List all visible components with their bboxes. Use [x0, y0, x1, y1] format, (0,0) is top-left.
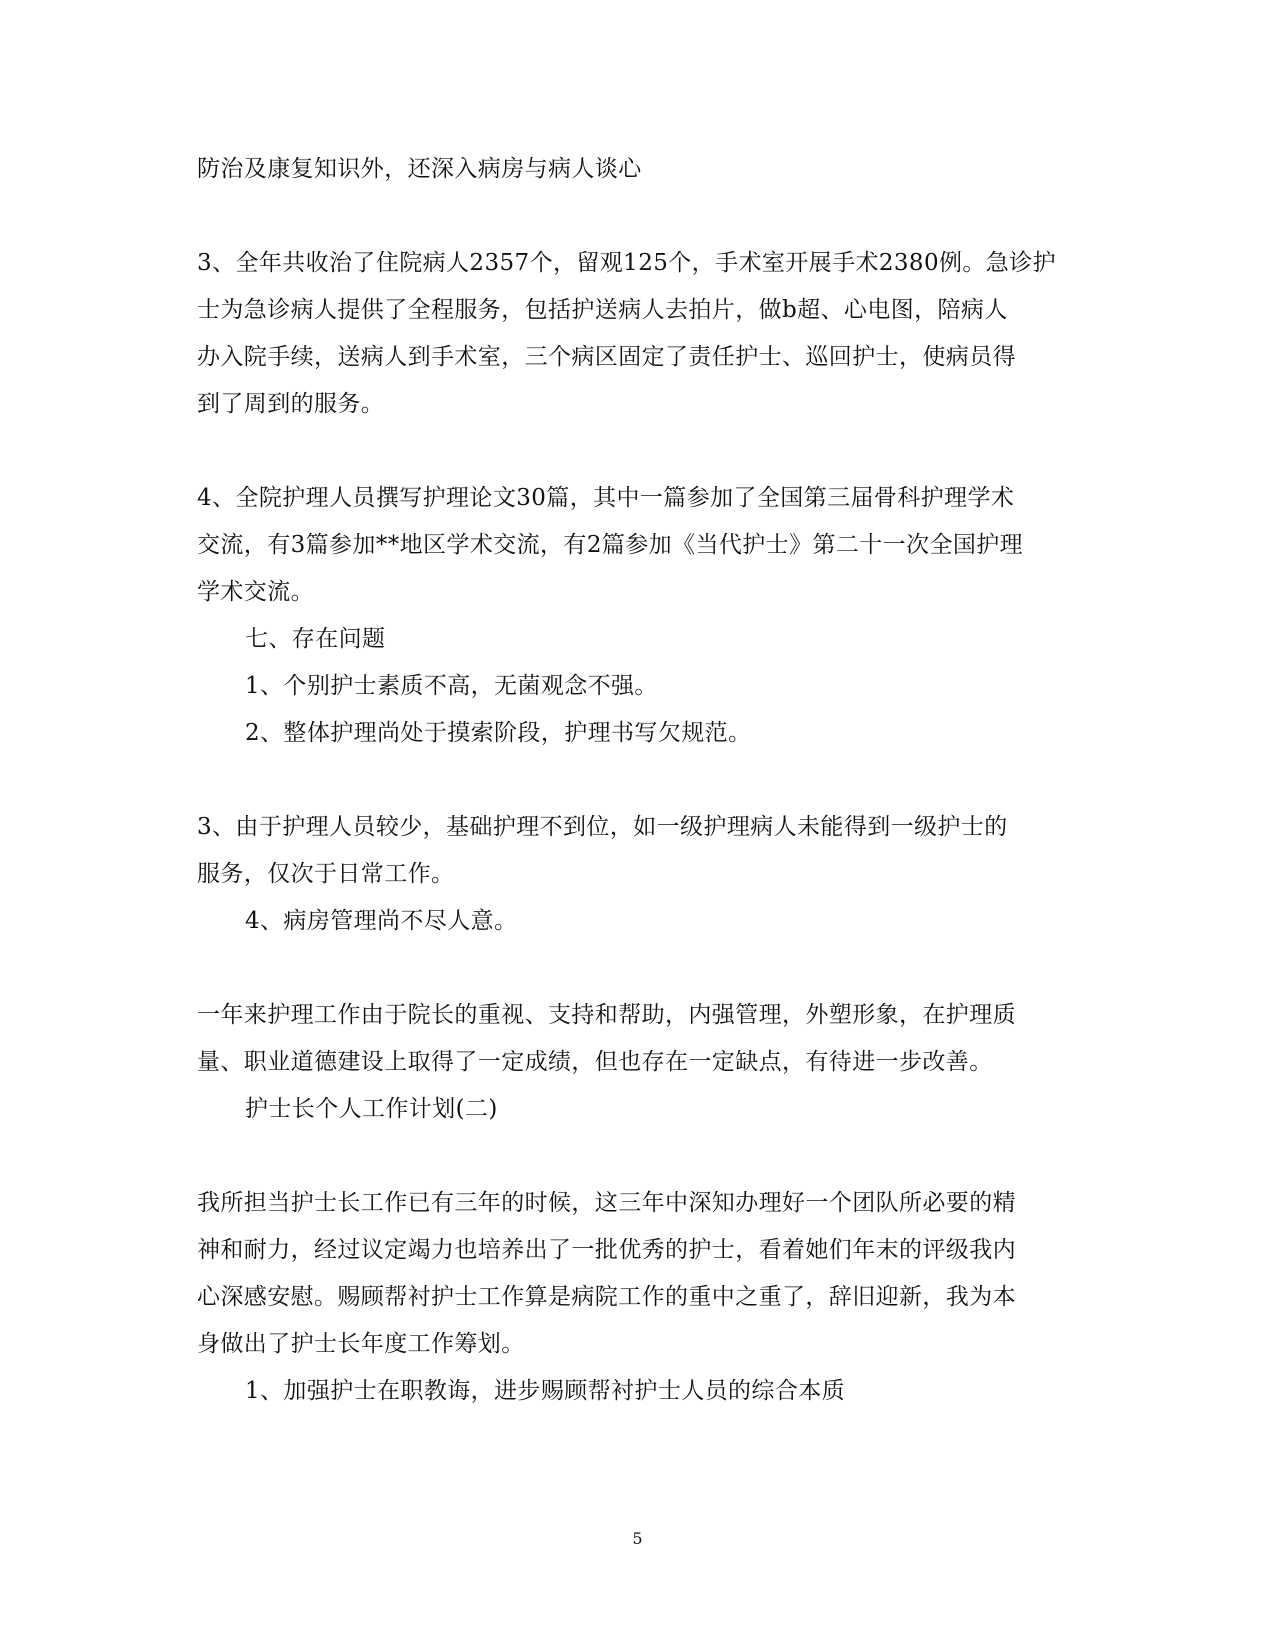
text-line: 3、全年共收治了住院病人2357个，留观125个，手术室开展手术2380例。急诊护 [197, 250, 1056, 276]
text-line: 我所担当护士长工作已有三年的时候，这三年中深知办理好一个团队所必要的精 [197, 1190, 1016, 1216]
text-line: 4、全院护理人员撰写护理论文30篇，其中一篇参加了全国第三届骨科护理学术 [197, 485, 1015, 511]
text-line: 身做出了护士长年度工作筹划。 [197, 1331, 525, 1357]
section-title: 护士长个人工作计划(二) [245, 1096, 498, 1122]
text-line: 到了周到的服务。 [197, 391, 385, 417]
text-line: 服务，仅次于日常工作。 [197, 861, 455, 887]
text-line: 一年来护理工作由于院长的重视、支持和帮助，内强管理，外塑形象，在护理质 [197, 1002, 1016, 1028]
text-line: 量、职业道德建设上取得了一定成绩，但也存在一定缺点，有待进一步改善。 [197, 1049, 993, 1075]
text-line: 防治及康复知识外，还深入病房与病人谈心 [197, 156, 642, 182]
text-line: 交流，有3篇参加**地区学术交流，有2篇参加《当代护士》第二十一次全国护理 [197, 532, 1024, 558]
text-line: 神和耐力，经过议定竭力也培养出了一批优秀的护士，看着她们年末的评级我内 [197, 1237, 1016, 1263]
text-line: 1、加强护士在职教诲，进步赐顾帮衬护士人员的综合本质 [245, 1378, 846, 1404]
text-line: 4、病房管理尚不尽人意。 [245, 908, 518, 934]
text-line: 3、由于护理人员较少，基础护理不到位，如一级护理病人未能得到一级护士的 [197, 814, 1008, 840]
text-line: 2、整体护理尚处于摸索阶段，护理书写欠规范。 [245, 720, 752, 746]
text-line: 心深感安慰。赐顾帮衬护士工作算是病院工作的重中之重了，辞旧迎新，我为本 [197, 1284, 1016, 1310]
text-line: 学术交流。 [197, 579, 314, 605]
section-heading: 七、存在问题 [245, 626, 386, 652]
text-line: 办入院手续，送病人到手术室，三个病区固定了责任护士、巡回护士，使病员得 [197, 344, 1016, 370]
page-number: 5 [632, 1529, 643, 1548]
text-line: 士为急诊病人提供了全程服务，包括护送病人去拍片，做b超、心电图，陪病人 [197, 297, 1008, 323]
text-line: 1、个别护士素质不高，无菌观念不强。 [245, 673, 658, 699]
